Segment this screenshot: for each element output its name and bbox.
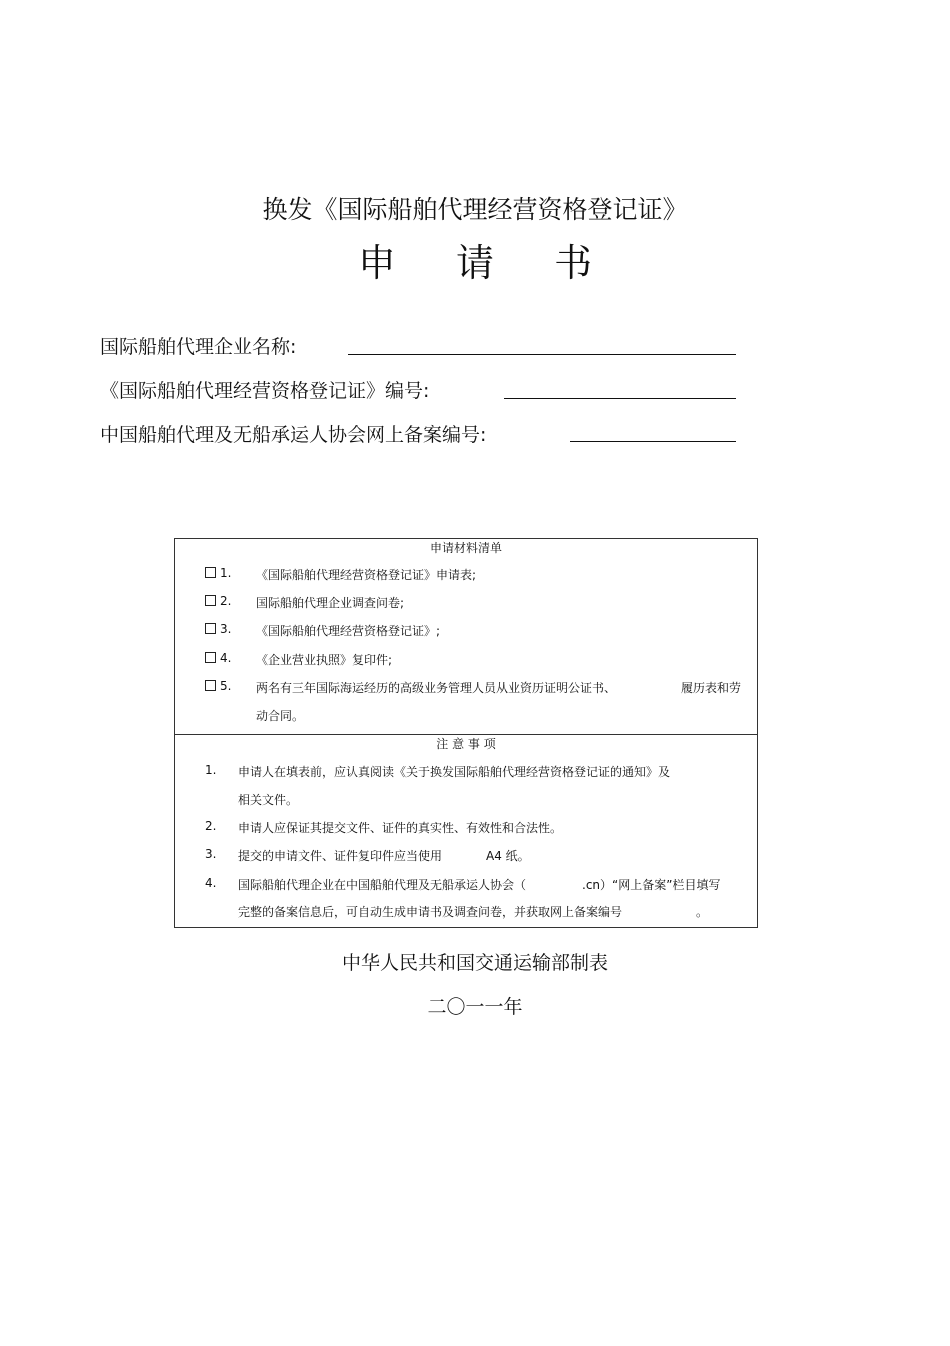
checkbox-icon[interactable] xyxy=(205,623,216,634)
materials-item-text-tail: 履历表和劳 xyxy=(681,681,742,695)
checkbox-icon[interactable] xyxy=(205,680,216,691)
checkbox-icon[interactable] xyxy=(205,595,216,606)
materials-item: 1. xyxy=(205,566,231,580)
filing-number-label: 中国船舶代理及无船承运人协会网上备案编号: xyxy=(100,424,487,446)
document-title: 换发《国际船舶代理经营资格登记证》 xyxy=(262,195,688,224)
checkbox-icon[interactable] xyxy=(205,652,216,663)
notes-heading: 注 意 事 项 xyxy=(436,737,496,751)
materials-item: 2. xyxy=(205,594,231,608)
company-name-label: 国际船舶代理企业名称: xyxy=(100,336,297,358)
materials-item: 3. xyxy=(205,622,231,636)
notes-item-text: 国际船舶代理企业在中国船舶代理及无船承运人协会（ xyxy=(238,878,527,892)
company-name-field[interactable] xyxy=(348,354,736,355)
notes-item-text: 提交的申请文件、证件复印件应当使用 xyxy=(238,849,443,863)
materials-item-text: 《国际船舶代理经营资格登记证》申请表; xyxy=(256,568,477,582)
materials-item-text: 两名有三年国际海运经历的高级业务管理人员从业资历证明公证书、 xyxy=(256,681,617,695)
checkbox-icon[interactable] xyxy=(205,567,216,578)
materials-item-text: 国际船舶代理企业调查问卷; xyxy=(256,596,405,610)
subtitle-char: 请 xyxy=(455,241,494,285)
materials-item: 5. xyxy=(205,679,231,693)
notes-item-text-end: 。 xyxy=(696,905,709,919)
materials-item-text-cont: 动合同。 xyxy=(256,709,305,723)
certificate-number-field[interactable] xyxy=(504,398,736,399)
notes-item-num: 2. xyxy=(205,819,217,833)
notes-item-text-cont: 相关文件。 xyxy=(238,793,299,807)
issuer-text: 中华人民共和国交通运输部制表 xyxy=(341,952,608,974)
materials-heading: 申请材料清单 xyxy=(429,541,502,555)
document-subtitle xyxy=(0,232,950,287)
notes-item-text-tail: A4 纸。 xyxy=(486,849,530,863)
materials-item: 4. xyxy=(205,651,231,665)
notes-item-text-cont: 完整的备案信息后，可自动生成申请书及调查问卷，并获取网上备案编号 xyxy=(238,905,623,919)
notes-item-text: 申请人应保证其提交文件、证件的真实性、有效性和合法性。 xyxy=(238,821,563,835)
subtitle-char: 申 xyxy=(357,241,396,285)
year-text: 二〇一一年 xyxy=(427,996,523,1018)
subtitle-char: 书 xyxy=(554,241,593,285)
certificate-number-label: 《国际船舶代理经营资格登记证》编号: xyxy=(100,380,430,402)
notes-item-num: 4. xyxy=(205,876,217,890)
materials-item-text: 《国际船舶代理经营资格登记证》; xyxy=(256,624,441,638)
notes-item-num: 1. xyxy=(205,763,217,777)
filing-number-field[interactable] xyxy=(570,441,736,442)
notes-item-num: 3. xyxy=(205,847,217,861)
notes-item-text: 申请人在填表前，应认真阅读《关于换发国际船舶代理经营资格登记证的通知》及 xyxy=(238,765,671,779)
materials-item-text: 《企业营业执照》复印件; xyxy=(256,653,393,667)
notes-item-text-mid: .cn）“网上备案”栏目填写 xyxy=(582,878,721,892)
